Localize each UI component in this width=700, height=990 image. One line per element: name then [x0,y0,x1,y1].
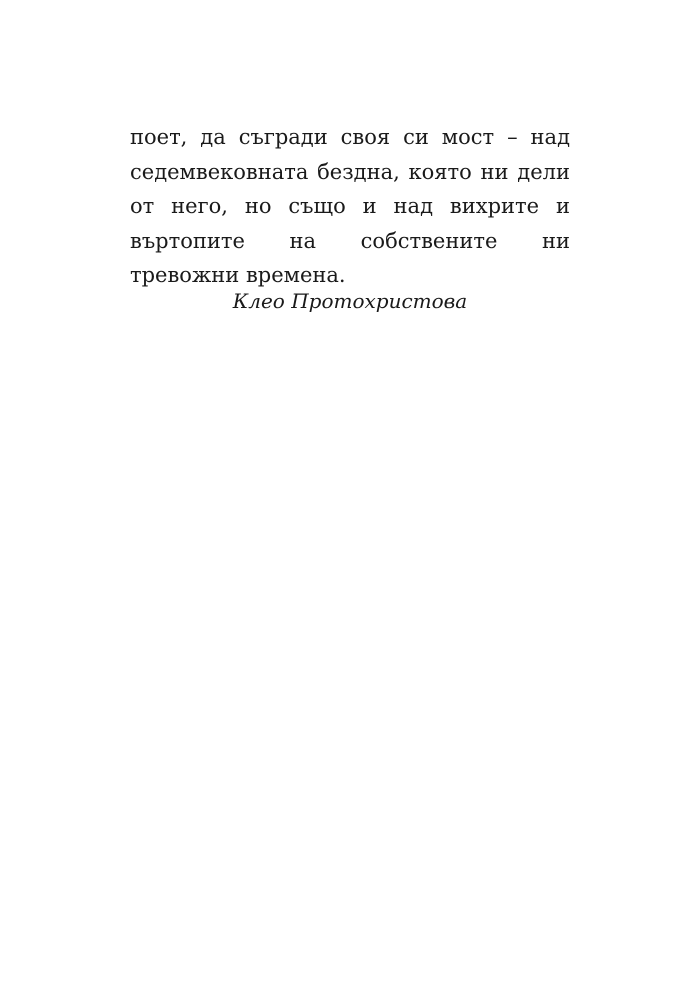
body-paragraph [130,120,570,293]
paragraph-line: поет, да съгради своя си мост – над [130,125,570,149]
paragraph-line: въртопите на собствените ни [130,228,570,253]
paragraph-line: от него, но също и над вихрите и [130,194,570,218]
author-signature: Клео Протохристова [232,289,468,313]
paragraph-line: тревожни времена. [130,263,346,287]
paragraph-line: седемвековната бездна, която ни дели [130,159,570,184]
